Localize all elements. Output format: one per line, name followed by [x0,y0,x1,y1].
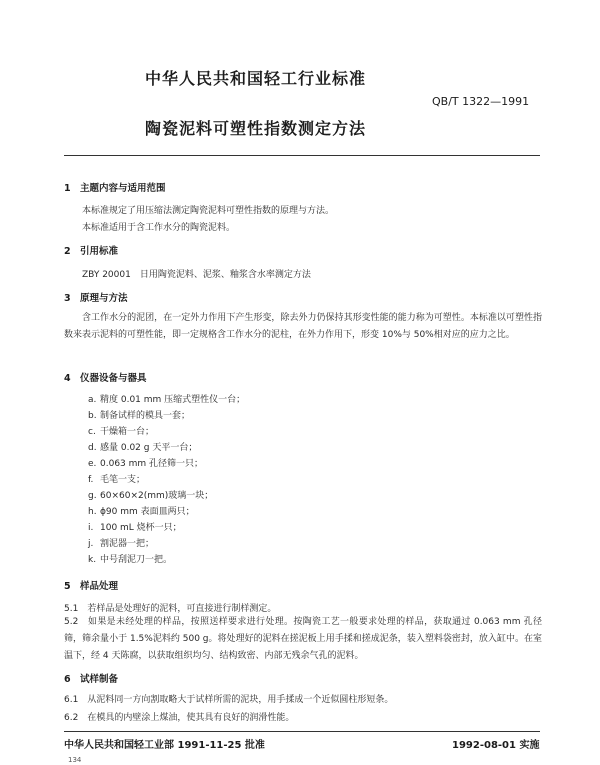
section-3-title: 原理与方法 [80,293,128,304]
list-item: k. 中号刮泥刀一把。 [88,555,173,565]
list-item: g. 60×60×2(mm)玻璃一块； [88,491,214,501]
section-3-text: 含工作水分的泥团，在一定外力作用下产生形变，除去外力仍保持其形变性能的能力称为可塑性。本标准以可塑性指数来表示泥料的可塑性能，即一定规格含工作水分的泥柱，在外力作用下，形变 10%与 50%相对应的应力之比。 [64,313,542,340]
section-2-reference: ZBY 20001 日用陶瓷泥料、泥浆、釉浆含水率测定方法 [82,270,311,280]
section-3-heading [64,290,128,304]
section-2-number: 2 [64,246,71,257]
list-item: i. 100 mL 烧杯一只； [88,523,182,533]
section-1-para-1: 本标准规定了用压缩法测定陶瓷泥料可塑性指数的原理与方法。 [82,206,335,216]
section-2-heading [64,243,118,257]
list-item: h. ϕ90 mm 表面皿两只； [88,507,195,517]
section-6-para-2: 6.2 在模具的内壁涂上煤油，使其具有良好的润滑性能。 [64,713,295,723]
section-6-heading [64,671,118,685]
section-3-number: 3 [64,293,71,304]
section-6-title: 试样制备 [80,674,119,685]
section-4-number: 4 [64,373,71,384]
page-number: 134 [68,756,82,764]
list-item: d. 感量 0.02 g 天平一台； [88,443,198,453]
section-5-number: 5 [64,581,71,592]
list-item: e. 0.063 mm 孔径筛一只； [88,459,204,469]
bottom-rule [64,731,540,732]
list-item: f. 毛笔一支； [88,475,146,485]
document-title: 陶瓷泥料可塑性指数测定方法 [145,119,367,138]
section-4-title: 仪器设备与器具 [80,373,147,384]
list-item: a. 精度 0.01 mm 压缩式塑性仪一台； [88,395,246,405]
section-5-title: 样品处理 [80,581,119,592]
section-6-para-1: 6.1 从泥料同一方向割取略大于试样所需的泥块，用手揉成一个近似圆柱形短条。 [64,695,394,705]
standard-org-title: 中华人民共和国轻工行业标准 [145,69,367,88]
section-5-heading [64,578,118,592]
list-item: c. 干燥箱一台； [88,427,155,437]
section-4-heading [64,370,147,384]
section-2-title: 引用标准 [80,246,119,257]
section-5-para-1: 5.1 若样品是处理好的泥料，可直接进行制样测定。 [64,604,277,614]
list-item: j. 割泥器一把； [88,539,155,549]
approval-line: 中华人民共和国轻工业部 1991-11-25 批准 [64,740,265,751]
section-1-heading [64,180,166,194]
effective-date: 1992-08-01 实施 [452,740,540,751]
section-3-paragraph [64,310,542,344]
section-1-para-2: 本标准适用于含工作水分的陶瓷泥料。 [82,223,236,233]
top-rule [64,155,540,156]
section-1-number: 1 [64,183,71,194]
section-5-para-2: 5.2 如果是未经处理的样品，按照送样要求进行处理。按陶瓷工艺一般要求处理的样品，获取通过 0.063 mm 孔径筛，筛余量小于 1.5%泥料约 500 g。将处理好的泥料在搓泥板上用手揉和搓成泥条，装入塑料袋密封，放入缸中。在室温下，经 4 天陈腐，以获取组织均匀、结构致密、内部无残余气孔的泥料。 [64,617,542,661]
list-item: b. 制备试样的模具一套； [88,411,191,421]
standard-number: QB/T 1322—1991 [432,95,530,108]
section-1-title: 主题内容与适用范围 [80,183,166,194]
section-6-number: 6 [64,674,71,685]
